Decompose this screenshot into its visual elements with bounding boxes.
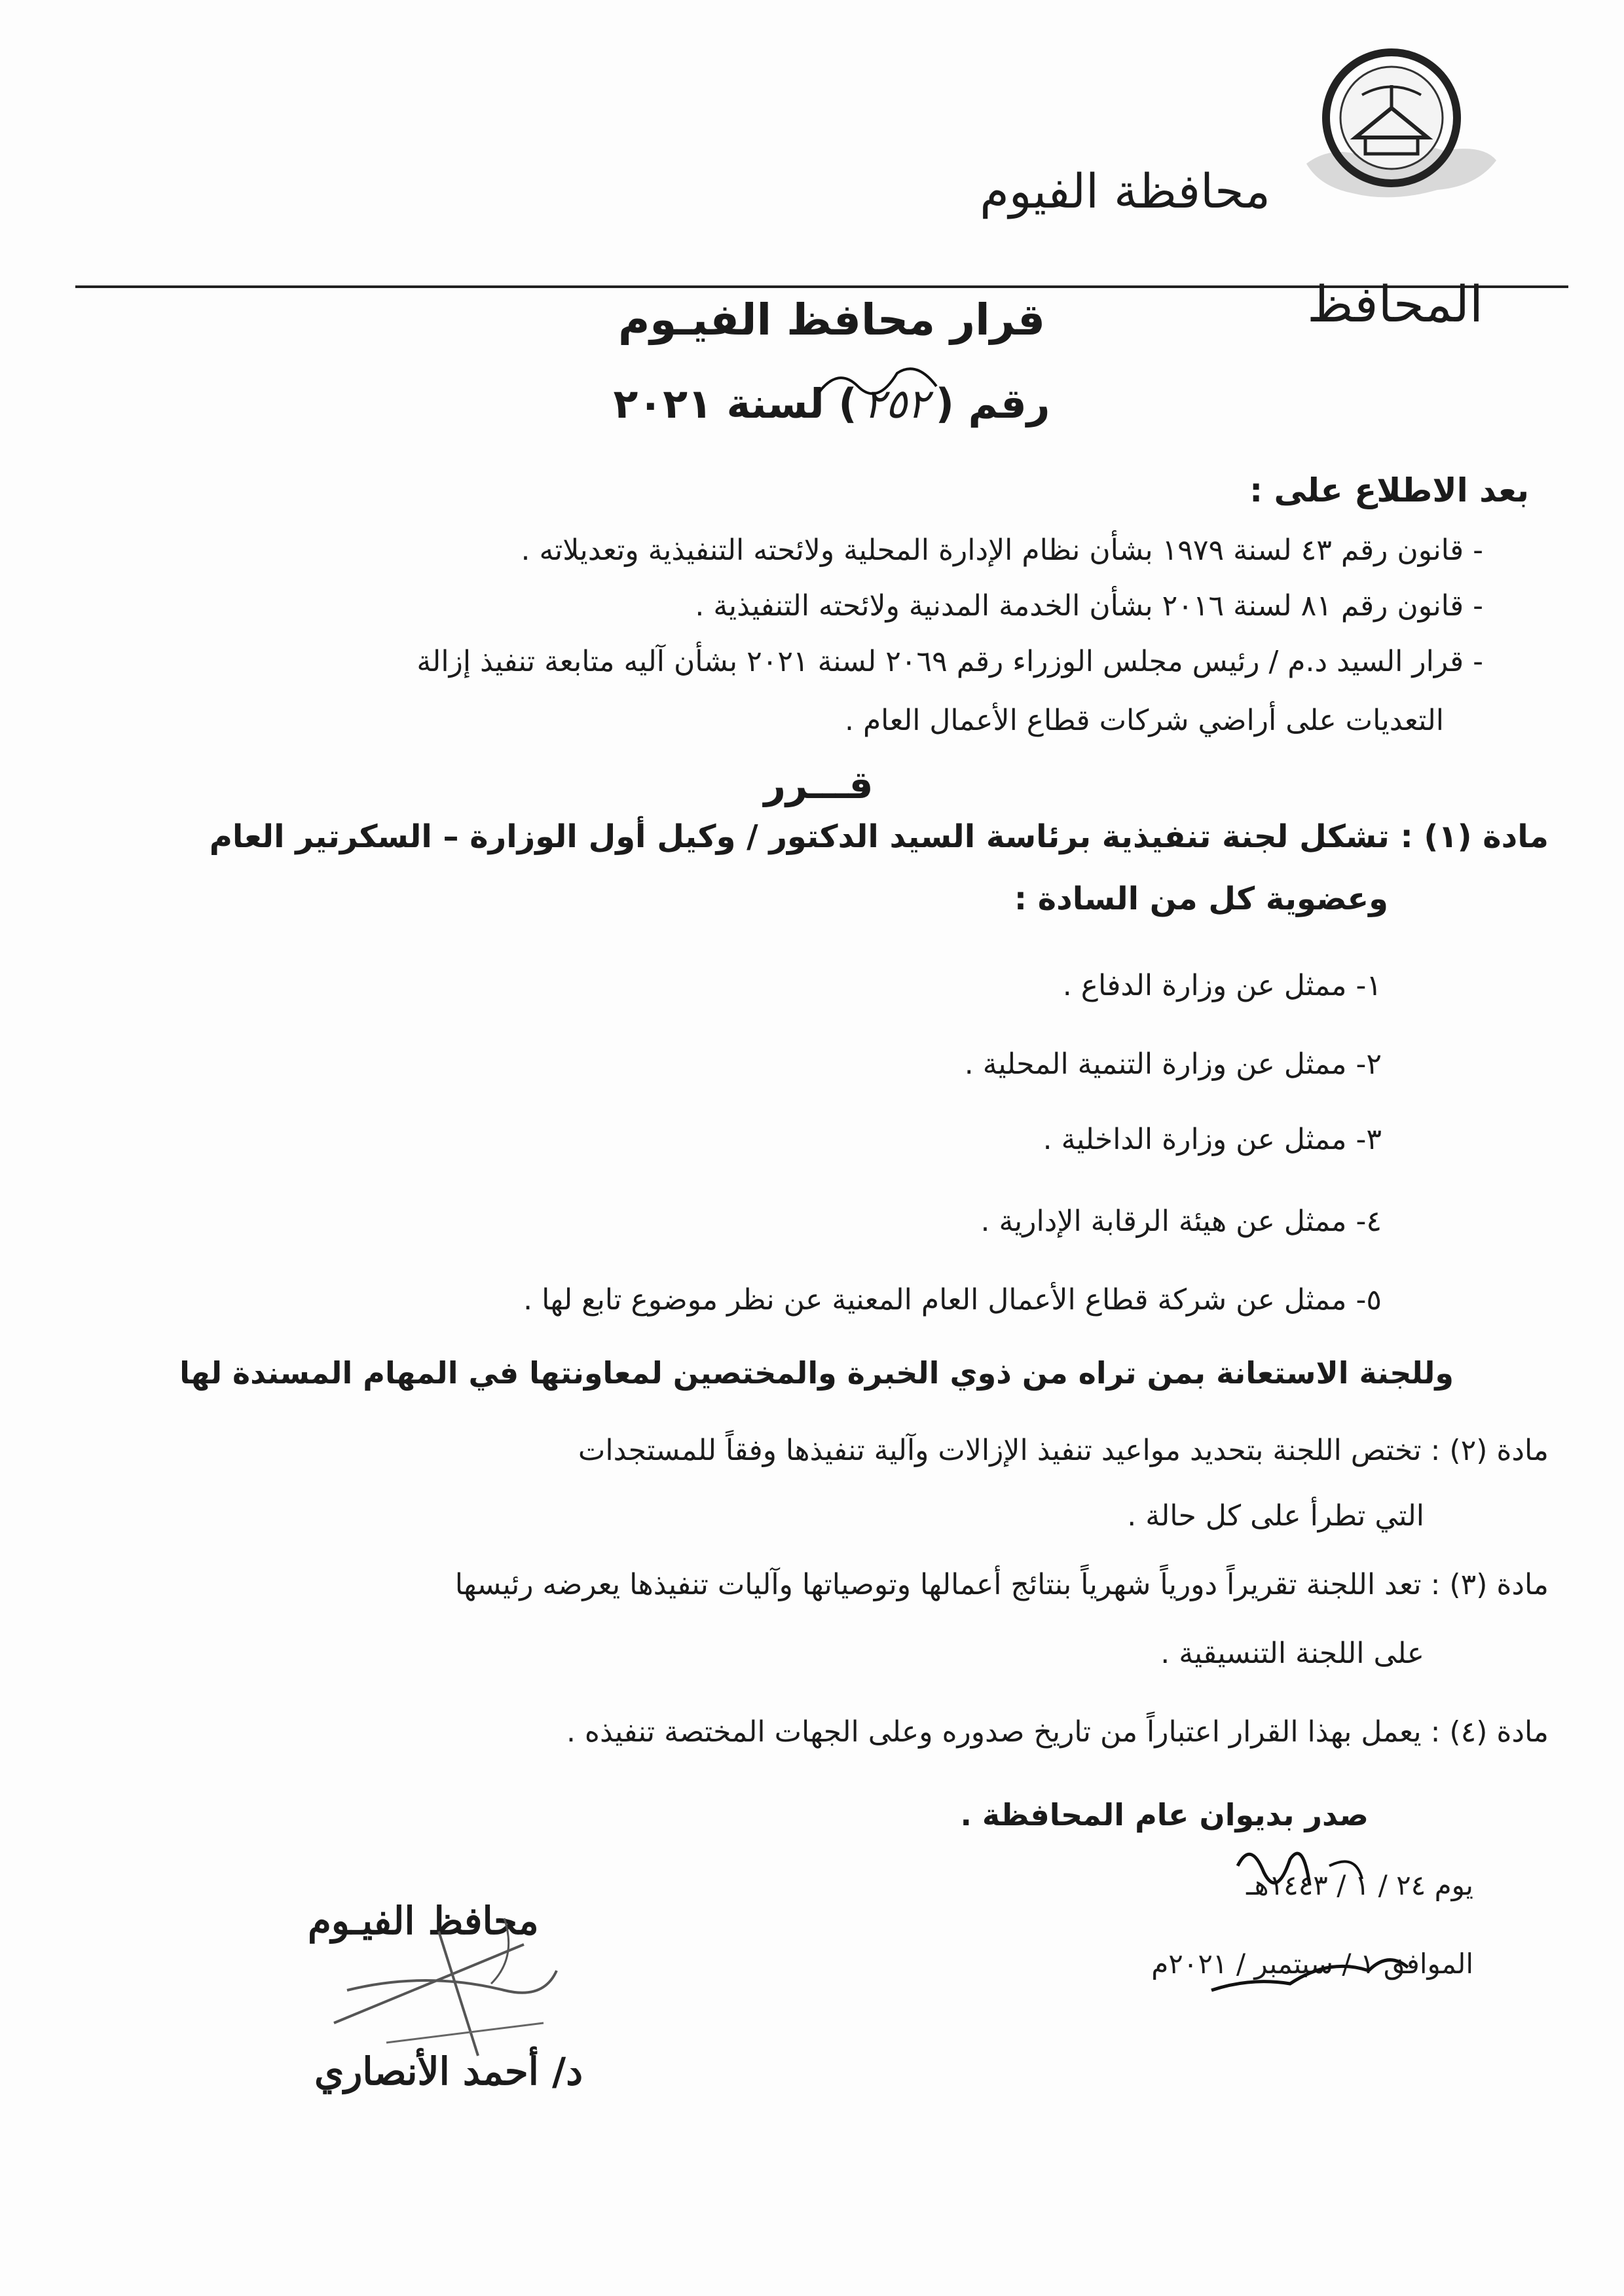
issued-statement: صدر بديوان عام المحافظة . — [960, 1797, 1369, 1832]
governorate-seal-icon — [1293, 46, 1503, 210]
handwritten-date-marks-icon — [1080, 1827, 1552, 2023]
preamble-item: - قانون رقم ٨١ لسنة ٢٠١٦ بشأن الخدمة المدنية ولائحته التنفيذية . — [695, 589, 1483, 623]
decided-heading: قـــرر — [764, 763, 874, 807]
preamble-heading: بعد الاطلاع على : — [1249, 471, 1529, 509]
decree-title: قرار محافظ الفيـوم — [618, 295, 1046, 345]
signatory-name: د/ أحمد الأنصاري — [314, 2049, 583, 2094]
date-gregorian: الموافق ١ / سبتمبر / ٢٠٢١م — [1151, 1948, 1473, 1980]
article-2-line: مادة (٢) : تختص اللجنة بتحديد مواعيد تنفيذ الإزالات وآلية تنفيذها وفقاً للمستجدات — [578, 1434, 1549, 1467]
signatory-title: محافظ الفيـوم — [308, 1899, 539, 1943]
date-hijri: يوم ٢٤ / ١ / ١٤٤٣هـ — [1246, 1869, 1473, 1901]
article-1-line: وعضوية كل من السادة : — [1014, 881, 1388, 917]
article-2-line: التي تطرأ على كل حالة . — [1127, 1499, 1424, 1533]
preamble-item: - قانون رقم ٤٣ لسنة ١٩٧٩ بشأن نظام الإدارة المحلية ولائحته التنفيذية وتعديلاته . — [521, 534, 1483, 567]
decree-number: ٢٥٢ — [863, 380, 929, 428]
article-3-line: على اللجنة التنسيقية . — [1160, 1637, 1424, 1670]
number-prefix: رقم ( — [935, 380, 1050, 428]
handwritten-signature-icon — [308, 1892, 596, 2062]
office-label: المحافظ — [1307, 275, 1483, 333]
article-3-line: مادة (٣) : تعد اللجنة تقريراً دورياً شهرياً بنتائج أعمالها وتوصياتها وآليات تنفيذها يعرضه رئيسها — [454, 1568, 1549, 1601]
committee-assist-note: وللجنة الاستعانة بمن تراه من ذوي الخبرة والمختصين لمعاونتها في المهام المسندة لها — [179, 1355, 1454, 1391]
committee-member: ٣- ممثل عن وزارة الداخلية . — [1043, 1123, 1382, 1156]
preamble-item-continuation: التعديات على أراضي شركات قطاع الأعمال العام . — [844, 704, 1444, 737]
committee-member: ٥- ممثل عن شركة قطاع الأعمال العام المعنية عن نظر موضوع تابع لها . — [523, 1283, 1382, 1317]
number-suffix: ) لسنة ٢٠٢١ — [613, 380, 857, 428]
article-4-line: مادة (٤) : يعمل بهذا القرار اعتباراً من تاريخ صدوره وعلى الجهات المختصة تنفيذه . — [566, 1715, 1549, 1749]
handwritten-number-icon — [805, 354, 950, 412]
committee-member: ٤- ممثل عن هيئة الرقابة الإدارية . — [980, 1205, 1382, 1238]
committee-member: ٢- ممثل عن وزارة التنمية المحلية . — [964, 1048, 1382, 1081]
governorate-name: محافظة الفيوم — [980, 164, 1270, 219]
article-1-line: مادة (١) : تشكل لجنة تنفيذية برئاسة السيد الدكتور / وكيل أول الوزارة – السكرتير العام — [209, 818, 1549, 855]
preamble-item: - قرار السيد د.م / رئيس مجلس الوزراء رقم ٢٠٦٩ لسنة ٢٠٢١ بشأن آليه متابعة تنفيذ إزالة — [416, 645, 1483, 678]
committee-member: ١- ممثل عن وزارة الدفاع . — [1062, 969, 1382, 1002]
